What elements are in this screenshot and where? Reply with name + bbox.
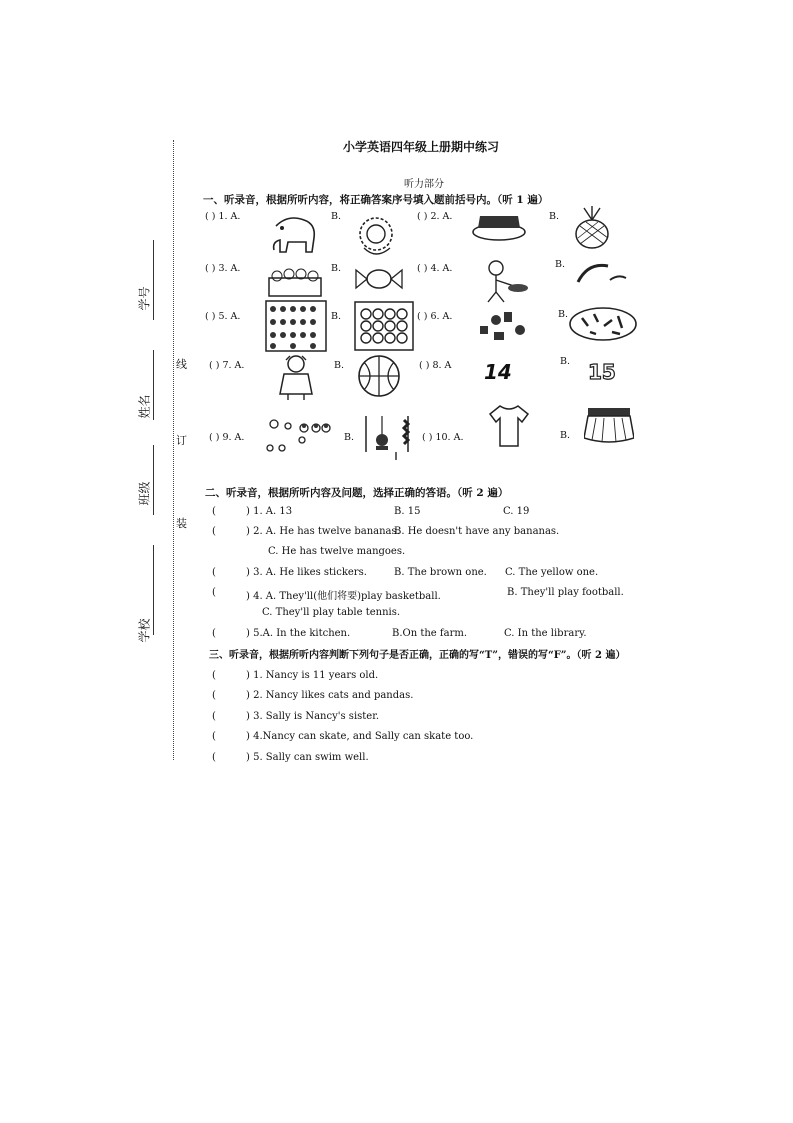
class-line bbox=[153, 445, 154, 515]
s2-q4-paren: ( bbox=[212, 587, 216, 598]
q4-number: ( ) 4. A. bbox=[417, 263, 453, 274]
q9-option-b: B. bbox=[344, 432, 355, 443]
s2-q3-option-b: B. The brown one. bbox=[394, 567, 487, 578]
q4-option-b: B. bbox=[555, 259, 566, 270]
section2-heading: 二、听录音，根据所听内容及问题，选择正确的答语。（听 2 遍） bbox=[205, 487, 509, 499]
basketball-icon bbox=[356, 354, 402, 398]
s3-q3-text: ) 3. Sally is Nancy's sister. bbox=[246, 711, 380, 722]
s3-q2-text: ) 2. Nancy likes cats and pandas. bbox=[246, 690, 414, 701]
s2-q2-option-a: ) 2. A. He has twelve bananas. bbox=[246, 526, 400, 537]
fold-dotted-line bbox=[173, 140, 174, 760]
q7-number: ( ) 7. A. bbox=[209, 360, 245, 371]
q5-option-b: B. bbox=[331, 311, 342, 322]
s2-q5-paren: ( bbox=[212, 628, 216, 639]
s2-q1-option-c: C. 19 bbox=[503, 506, 530, 517]
q2-option-b: B. bbox=[549, 211, 560, 222]
s2-q3-paren: ( bbox=[212, 567, 216, 578]
s2-q3-option-c: C. The yellow one. bbox=[505, 567, 599, 578]
subtitle: 听力部分 bbox=[404, 179, 444, 190]
doll-icon bbox=[276, 354, 316, 400]
s2-q4-option-b: B. They'll play football. bbox=[507, 587, 624, 598]
girl-cooking-icon bbox=[478, 258, 532, 304]
toys-icon bbox=[476, 308, 534, 344]
eggs-box-icon bbox=[267, 264, 323, 298]
q10-number: ( ) 10. A. bbox=[422, 432, 464, 443]
label-name: 姓名 bbox=[137, 394, 152, 419]
section1-heading: 一、听录音，根据所听内容，将正确答案序号填入题前括号内。（听 1 遍） bbox=[203, 194, 549, 206]
s3-q5-text: ) 5. Sally can swim well. bbox=[246, 752, 369, 763]
q1-number: ( ) 1. A. bbox=[205, 211, 241, 222]
school-line bbox=[153, 545, 154, 635]
s3-q4-paren: ( bbox=[212, 731, 216, 742]
name-line bbox=[153, 350, 154, 420]
fold-char-xian: 线 bbox=[176, 358, 187, 371]
q6-number: ( ) 6. A. bbox=[417, 311, 453, 322]
dolls-grid-icon bbox=[265, 300, 327, 352]
q6-option-b: B. bbox=[558, 309, 569, 320]
q9-number: ( ) 9. A. bbox=[209, 432, 245, 443]
banana-icon bbox=[574, 260, 628, 290]
faces-icon bbox=[262, 412, 334, 456]
cake-icon bbox=[470, 208, 528, 242]
label-school: 学校 bbox=[137, 618, 152, 643]
skirt-icon bbox=[584, 406, 634, 446]
s3-q1-paren: ( bbox=[212, 670, 216, 681]
s3-q5-paren: ( bbox=[212, 752, 216, 763]
s3-q2-paren: ( bbox=[212, 690, 216, 701]
s2-q1-option-a: ) 1. A. 13 bbox=[246, 506, 293, 517]
section3-heading: 三、听录音，根据所听内容判断下列句子是否正确，正确的写“T”，错误的写“F”。（听 2 遍） bbox=[209, 650, 626, 661]
chess-icon bbox=[362, 412, 412, 460]
number-14: 14 bbox=[484, 360, 512, 384]
fold-char-zhuang: 装 bbox=[176, 517, 187, 530]
q10-option-b: B. bbox=[560, 430, 571, 441]
q8-number: ( ) 8. A bbox=[419, 360, 452, 371]
candy-icon bbox=[354, 264, 404, 294]
s2-q2-option-b: B. He doesn't have any bananas. bbox=[394, 526, 560, 537]
s3-q4-text: ) 4.Nancy can skate, and Sally can skate too. bbox=[246, 731, 474, 742]
fold-char-ding: 订 bbox=[176, 434, 187, 447]
label-class: 班级 bbox=[137, 481, 152, 506]
q5-number: ( ) 5. A. bbox=[205, 311, 241, 322]
t-shirt-icon bbox=[488, 404, 530, 448]
q2-number: ( ) 2. A. bbox=[417, 211, 453, 222]
q3-option-b: B. bbox=[331, 263, 342, 274]
label-student-id: 学号 bbox=[137, 286, 152, 311]
s2-q5-option-a: ) 5.A. In the kitchen. bbox=[246, 628, 351, 639]
s2-q4-option-a: ) 4. A. They'll(他们将要)play basketball. bbox=[246, 591, 441, 602]
s2-q1-option-b: B. 15 bbox=[394, 506, 421, 517]
s2-q4-option-c: C. They'll play table tennis. bbox=[262, 607, 401, 618]
s2-q5-option-c: C. In the library. bbox=[504, 628, 587, 639]
s2-q1-paren: ( bbox=[212, 506, 216, 517]
q7-option-b: B. bbox=[334, 360, 345, 371]
number-15: 15 bbox=[588, 360, 616, 384]
student-id-line bbox=[153, 240, 154, 320]
s3-q1-text: ) 1. Nancy is 11 years old. bbox=[246, 670, 379, 681]
page-title: 小学英语四年级上册期中练习 bbox=[343, 140, 500, 154]
q8-option-b: B. bbox=[560, 356, 571, 367]
elephant-icon bbox=[268, 212, 320, 256]
s2-q3-option-a: ) 3. A. He likes stickers. bbox=[246, 567, 367, 578]
stickers-icon bbox=[568, 306, 638, 342]
balls-grid-icon bbox=[354, 301, 414, 351]
q1-option-b: B. bbox=[331, 211, 342, 222]
q3-number: ( ) 3. A. bbox=[205, 263, 241, 274]
s2-q2-paren: ( bbox=[212, 526, 216, 537]
s3-q3-paren: ( bbox=[212, 711, 216, 722]
pineapple-icon bbox=[570, 206, 616, 250]
s2-q5-option-b: B.On the farm. bbox=[392, 628, 468, 639]
lion-icon bbox=[350, 214, 402, 260]
s2-q2-option-c: C. He has twelve mangoes. bbox=[268, 546, 406, 557]
